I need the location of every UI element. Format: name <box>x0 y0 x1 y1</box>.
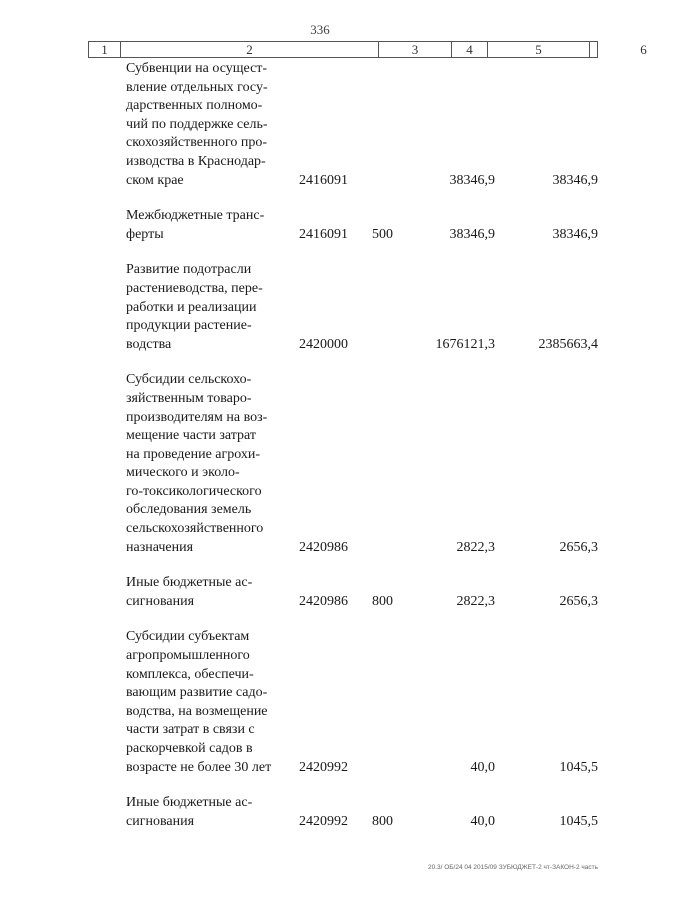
row-description: Развитие подотрасли растениеводства, пере- работки и реализации продукции растение- водства <box>126 262 263 352</box>
table-row <box>88 574 598 611</box>
row-description: Субвенции на осущест- вление отдельных госу- дарственных полномо- чий по поддержке сель- скохозяйственного про- изводства в Краснодар- ском крае <box>126 61 268 188</box>
row-amount-col5: 2822,3 <box>456 593 495 609</box>
row-code: 2420000 <box>299 336 348 352</box>
row-amount-col6: 2656,3 <box>559 539 598 555</box>
row-expense-type: 500 <box>372 226 393 242</box>
row-amount-col6: 2385663,4 <box>538 336 598 352</box>
header-col-1: 1 <box>89 42 121 57</box>
page-number: 336 <box>310 22 330 37</box>
row-amount-col5: 40,0 <box>470 759 495 775</box>
row-description: Иные бюджетные ас- сигнования <box>126 795 253 829</box>
row-description: Иные бюджетные ас- сигнования <box>126 575 253 609</box>
table-row <box>88 261 598 354</box>
row-amount-col5: 1676121,3 <box>435 336 495 352</box>
row-amount-col6: 38346,9 <box>552 226 598 242</box>
row-amount-col6: 2656,3 <box>559 593 598 609</box>
row-expense-type: 800 <box>372 813 393 829</box>
header-col-3: 3 <box>379 42 452 57</box>
header-col-4: 4 <box>452 42 488 57</box>
row-code: 2420986 <box>299 593 348 609</box>
row-expense-type: 800 <box>372 593 393 609</box>
table-row <box>88 207 598 244</box>
document-footer: 20.3/ ОБ/24 04 2015/09 ЗУБЮДЖЕТ-2 чт-ЗАКОН-2 часть <box>427 864 598 871</box>
budget-table <box>88 58 598 848</box>
row-code: 2420992 <box>299 759 348 775</box>
row-description: Межбюджетные транс- ферты <box>126 208 265 242</box>
row-code: 2420986 <box>299 539 348 555</box>
table-row <box>88 371 598 557</box>
row-code: 2420992 <box>299 813 348 829</box>
header-col-5: 5 <box>488 42 590 57</box>
row-amount-col5: 38346,9 <box>449 226 495 242</box>
row-code: 2416091 <box>299 226 348 242</box>
row-amount-col6: 1045,5 <box>559 759 598 775</box>
header-col-6: 6 <box>640 42 647 57</box>
table-header <box>88 41 647 58</box>
row-amount-col5: 2822,3 <box>456 539 495 555</box>
table-row <box>88 794 598 831</box>
row-amount-col6: 38346,9 <box>552 172 598 188</box>
row-amount-col5: 38346,9 <box>449 172 495 188</box>
row-description: Субсидии сельскохо- зяйственным товаро- производителям на воз- мещение части затрат на проведение агрохи- мического и эколо- го-токсикологического обследования земель сельскохозяйственного назначения <box>126 372 268 555</box>
row-amount-col5: 40,0 <box>470 813 495 829</box>
row-code: 2416091 <box>299 172 348 188</box>
row-description: Субсидии субъектам агропромышленного комплекса, обеспечи- вающим развитие садо- водства, на возмещение части затрат в связи с раскорчевкой садов в возрасте не более 30 лет <box>126 629 272 775</box>
row-amount-col6: 1045,5 <box>559 813 598 829</box>
table-row <box>88 628 598 777</box>
table-row <box>88 58 598 190</box>
header-col-2: 2 <box>121 42 379 57</box>
